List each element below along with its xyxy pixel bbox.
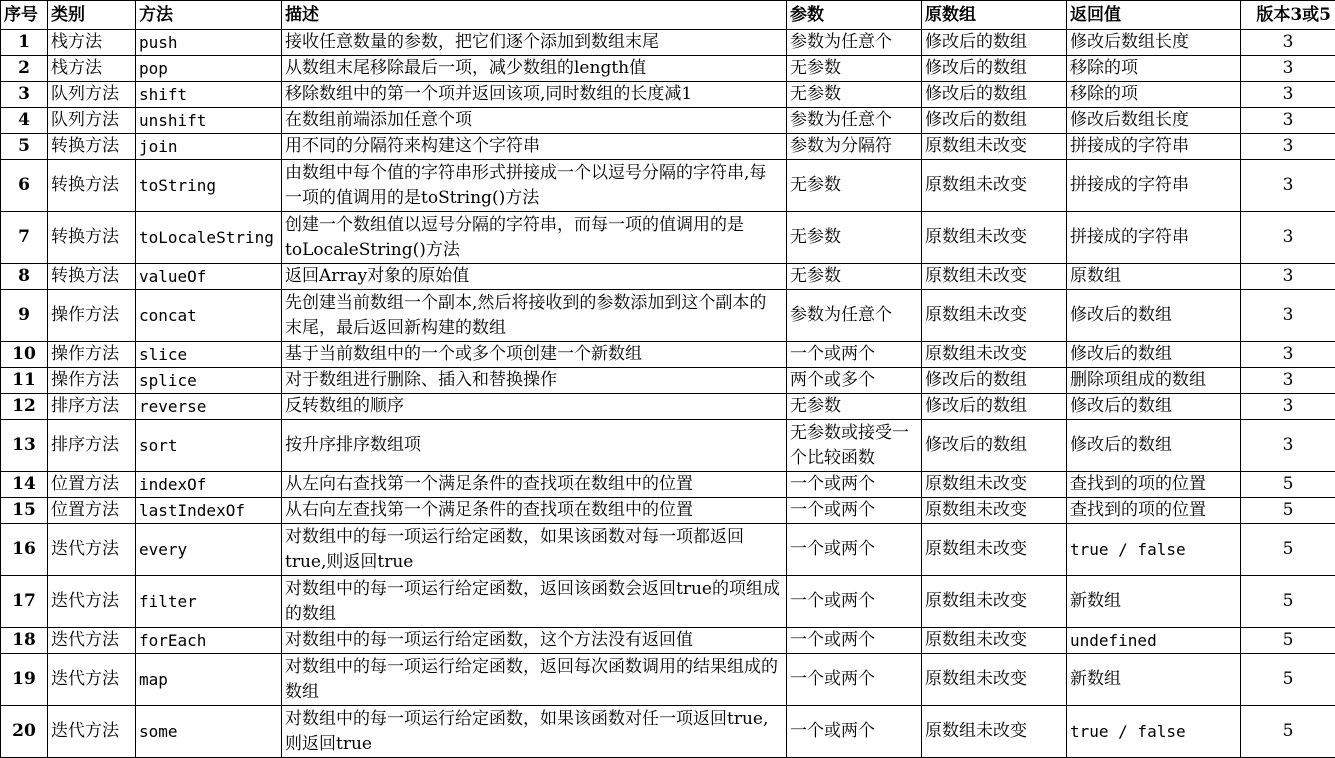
cell-category[interactable]: 位置方法 bbox=[48, 472, 136, 498]
cell-method[interactable]: reverse bbox=[136, 394, 282, 420]
table-row bbox=[1, 134, 1335, 160]
cell-category[interactable]: 转换方法 bbox=[48, 160, 136, 212]
table-row bbox=[1, 706, 1335, 758]
cell-category[interactable]: 迭代方法 bbox=[48, 576, 136, 628]
cell-category[interactable]: 转换方法 bbox=[48, 134, 136, 160]
cell-method[interactable]: push bbox=[136, 30, 282, 56]
cell-category[interactable]: 转换方法 bbox=[48, 264, 136, 290]
cell-index[interactable]: 12 bbox=[1, 394, 48, 420]
cell-original-array[interactable]: 原数组未改变 bbox=[922, 160, 1067, 212]
cell-original-array[interactable]: 修改后的数组 bbox=[922, 56, 1067, 82]
cell-description[interactable]: 对数组中的每一项运行给定函数，返回该函数会返回true的项组成的数组 bbox=[282, 576, 787, 628]
cell-return-value[interactable]: undefined bbox=[1067, 628, 1241, 654]
cell-description[interactable]: 从左向右查找第一个满足条件的查找项在数组中的位置 bbox=[282, 472, 787, 498]
cell-version[interactable]: 3 bbox=[1241, 134, 1335, 160]
cell-version[interactable]: 3 bbox=[1241, 342, 1335, 368]
cell-version[interactable]: 5 bbox=[1241, 576, 1335, 628]
header-original-array[interactable]: 原数组 bbox=[922, 1, 1067, 30]
cell-category[interactable]: 栈方法 bbox=[48, 30, 136, 56]
cell-index[interactable]: 13 bbox=[1, 420, 48, 472]
table-row bbox=[1, 654, 1335, 706]
cell-version[interactable]: 3 bbox=[1241, 290, 1335, 342]
cell-description[interactable]: 对于数组进行删除、插入和替换操作 bbox=[282, 368, 787, 394]
cell-index[interactable]: 16 bbox=[1, 524, 48, 576]
table-row bbox=[1, 498, 1335, 524]
table-row bbox=[1, 264, 1335, 290]
cell-version[interactable]: 3 bbox=[1241, 264, 1335, 290]
cell-index[interactable]: 17 bbox=[1, 576, 48, 628]
cell-description[interactable]: 先创建当前数组一个副本,然后将接收到的参数添加到这个副本的末尾，最后返回新构建的数组 bbox=[282, 290, 787, 342]
cell-version[interactable]: 3 bbox=[1241, 82, 1335, 108]
table-row bbox=[1, 524, 1335, 576]
cell-return-value[interactable]: 拼接成的字符串 bbox=[1067, 160, 1241, 212]
header-version[interactable]: 版本3或5 bbox=[1241, 1, 1335, 30]
cell-index[interactable]: 9 bbox=[1, 290, 48, 342]
cell-index[interactable]: 10 bbox=[1, 342, 48, 368]
cell-original-array[interactable]: 原数组未改变 bbox=[922, 264, 1067, 290]
header-params[interactable]: 参数 bbox=[787, 1, 922, 30]
cell-original-array[interactable]: 原数组未改变 bbox=[922, 654, 1067, 706]
cell-method[interactable]: sort bbox=[136, 420, 282, 472]
header-return-value[interactable]: 返回值 bbox=[1067, 1, 1241, 30]
header-category[interactable]: 类别 bbox=[48, 1, 136, 30]
cell-description[interactable]: 按升序排序数组项 bbox=[282, 420, 787, 472]
cell-method[interactable]: some bbox=[136, 706, 282, 758]
cell-category[interactable]: 排序方法 bbox=[48, 420, 136, 472]
cell-params[interactable]: 无参数 bbox=[787, 264, 922, 290]
cell-params[interactable]: 无参数 bbox=[787, 212, 922, 264]
cell-method[interactable]: concat bbox=[136, 290, 282, 342]
cell-version[interactable]: 5 bbox=[1241, 628, 1335, 654]
table-row bbox=[1, 394, 1335, 420]
cell-original-array[interactable]: 原数组未改变 bbox=[922, 212, 1067, 264]
cell-method[interactable]: indexOf bbox=[136, 472, 282, 498]
cell-params[interactable]: 一个或两个 bbox=[787, 576, 922, 628]
cell-version[interactable]: 5 bbox=[1241, 654, 1335, 706]
cell-method[interactable]: splice bbox=[136, 368, 282, 394]
cell-return-value[interactable]: 修改后的数组 bbox=[1067, 342, 1241, 368]
cell-method[interactable]: slice bbox=[136, 342, 282, 368]
cell-params[interactable]: 两个或多个 bbox=[787, 368, 922, 394]
cell-method[interactable]: every bbox=[136, 524, 282, 576]
cell-index[interactable]: 5 bbox=[1, 134, 48, 160]
cell-category[interactable]: 队列方法 bbox=[48, 108, 136, 134]
cell-return-value[interactable]: true / false bbox=[1067, 524, 1241, 576]
cell-params[interactable]: 一个或两个 bbox=[787, 628, 922, 654]
cell-category[interactable]: 栈方法 bbox=[48, 56, 136, 82]
cell-category[interactable]: 迭代方法 bbox=[48, 524, 136, 576]
header-description[interactable]: 描述 bbox=[282, 1, 787, 30]
cell-description[interactable]: 基于当前数组中的一个或多个项创建一个新数组 bbox=[282, 342, 787, 368]
cell-description[interactable]: 对数组中的每一项运行给定函数，返回每次函数调用的结果组成的数组 bbox=[282, 654, 787, 706]
cell-return-value[interactable]: 修改后的数组 bbox=[1067, 394, 1241, 420]
cell-return-value[interactable]: 新数组 bbox=[1067, 576, 1241, 628]
cell-original-array[interactable]: 原数组未改变 bbox=[922, 134, 1067, 160]
cell-return-value[interactable]: 修改后数组长度 bbox=[1067, 108, 1241, 134]
cell-params[interactable]: 一个或两个 bbox=[787, 654, 922, 706]
table-row bbox=[1, 290, 1335, 342]
table-row bbox=[1, 212, 1335, 264]
cell-version[interactable]: 3 bbox=[1241, 212, 1335, 264]
cell-description[interactable]: 由数组中每个值的字符串形式拼接成一个以逗号分隔的字符串,每一项的值调用的是toString()方法 bbox=[282, 160, 787, 212]
cell-method[interactable]: valueOf bbox=[136, 264, 282, 290]
cell-category[interactable]: 操作方法 bbox=[48, 368, 136, 394]
cell-original-array[interactable]: 原数组未改变 bbox=[922, 290, 1067, 342]
table-body bbox=[1, 30, 1335, 758]
cell-index[interactable]: 6 bbox=[1, 160, 48, 212]
cell-params[interactable]: 无参数 bbox=[787, 160, 922, 212]
cell-return-value[interactable]: true / false bbox=[1067, 706, 1241, 758]
cell-version[interactable]: 3 bbox=[1241, 368, 1335, 394]
cell-index[interactable]: 18 bbox=[1, 628, 48, 654]
cell-return-value[interactable]: 拼接成的字符串 bbox=[1067, 134, 1241, 160]
table-row bbox=[1, 56, 1335, 82]
cell-params[interactable]: 一个或两个 bbox=[787, 524, 922, 576]
cell-description[interactable]: 对数组中的每一项运行给定函数，如果该函数对任一项返回true,则返回true bbox=[282, 706, 787, 758]
cell-params[interactable]: 一个或两个 bbox=[787, 706, 922, 758]
cell-category[interactable]: 队列方法 bbox=[48, 82, 136, 108]
cell-category[interactable]: 操作方法 bbox=[48, 290, 136, 342]
cell-original-array[interactable]: 修改后的数组 bbox=[922, 394, 1067, 420]
cell-description[interactable]: 反转数组的顺序 bbox=[282, 394, 787, 420]
cell-description[interactable]: 移除数组中的第一个项并返回该项,同时数组的长度减1 bbox=[282, 82, 787, 108]
cell-index[interactable]: 19 bbox=[1, 654, 48, 706]
cell-original-array[interactable]: 修改后的数组 bbox=[922, 420, 1067, 472]
cell-index[interactable]: 15 bbox=[1, 498, 48, 524]
cell-version[interactable]: 3 bbox=[1241, 394, 1335, 420]
cell-original-array[interactable]: 原数组未改变 bbox=[922, 706, 1067, 758]
cell-version[interactable]: 5 bbox=[1241, 524, 1335, 576]
cell-return-value[interactable]: 移除的项 bbox=[1067, 82, 1241, 108]
cell-version[interactable]: 3 bbox=[1241, 56, 1335, 82]
table-row bbox=[1, 108, 1335, 134]
table-row bbox=[1, 368, 1335, 394]
header-method[interactable]: 方法 bbox=[136, 1, 282, 30]
cell-method[interactable]: toLocaleString bbox=[136, 212, 282, 264]
cell-params[interactable]: 参数为任意个 bbox=[787, 108, 922, 134]
cell-method[interactable]: filter bbox=[136, 576, 282, 628]
cell-version[interactable]: 3 bbox=[1241, 420, 1335, 472]
cell-params[interactable]: 无参数 bbox=[787, 394, 922, 420]
cell-description[interactable]: 在数组前端添加任意个项 bbox=[282, 108, 787, 134]
cell-category[interactable]: 迭代方法 bbox=[48, 706, 136, 758]
cell-original-array[interactable]: 修改后的数组 bbox=[922, 108, 1067, 134]
cell-category[interactable]: 转换方法 bbox=[48, 212, 136, 264]
cell-method[interactable]: map bbox=[136, 654, 282, 706]
table-row bbox=[1, 472, 1335, 498]
table-row bbox=[1, 576, 1335, 628]
cell-description[interactable]: 对数组中的每一项运行给定函数，这个方法没有返回值 bbox=[282, 628, 787, 654]
cell-return-value[interactable]: 修改后的数组 bbox=[1067, 290, 1241, 342]
header-row bbox=[1, 1, 1335, 30]
cell-params[interactable]: 参数为分隔符 bbox=[787, 134, 922, 160]
cell-params[interactable]: 一个或两个 bbox=[787, 498, 922, 524]
cell-category[interactable]: 位置方法 bbox=[48, 498, 136, 524]
cell-description[interactable]: 接收任意数量的参数，把它们逐个添加到数组末尾 bbox=[282, 30, 787, 56]
table-row bbox=[1, 342, 1335, 368]
table-row bbox=[1, 160, 1335, 212]
header-index[interactable]: 序号 bbox=[1, 1, 48, 30]
cell-original-array[interactable]: 原数组未改变 bbox=[922, 524, 1067, 576]
cell-params[interactable]: 参数为任意个 bbox=[787, 30, 922, 56]
cell-original-array[interactable]: 原数组未改变 bbox=[922, 628, 1067, 654]
cell-version[interactable]: 5 bbox=[1241, 706, 1335, 758]
cell-description[interactable]: 对数组中的每一项运行给定函数，如果该函数对每一项都返回true,则返回true bbox=[282, 524, 787, 576]
cell-original-array[interactable]: 修改后的数组 bbox=[922, 82, 1067, 108]
cell-category[interactable]: 迭代方法 bbox=[48, 654, 136, 706]
cell-method[interactable]: forEach bbox=[136, 628, 282, 654]
cell-index[interactable]: 2 bbox=[1, 56, 48, 82]
cell-category[interactable]: 排序方法 bbox=[48, 394, 136, 420]
cell-return-value[interactable]: 查找到的项的位置 bbox=[1067, 472, 1241, 498]
table-row bbox=[1, 420, 1335, 472]
table-row bbox=[1, 30, 1335, 56]
cell-params[interactable]: 一个或两个 bbox=[787, 342, 922, 368]
cell-original-array[interactable]: 修改后的数组 bbox=[922, 368, 1067, 394]
cell-version[interactable]: 3 bbox=[1241, 30, 1335, 56]
cell-original-array[interactable]: 原数组未改变 bbox=[922, 498, 1067, 524]
cell-original-array[interactable]: 原数组未改变 bbox=[922, 472, 1067, 498]
cell-method[interactable]: lastIndexOf bbox=[136, 498, 282, 524]
cell-index[interactable]: 8 bbox=[1, 264, 48, 290]
cell-description[interactable]: 用不同的分隔符来构建这个字符串 bbox=[282, 134, 787, 160]
cell-return-value[interactable]: 移除的项 bbox=[1067, 56, 1241, 82]
cell-return-value[interactable]: 拼接成的字符串 bbox=[1067, 212, 1241, 264]
cell-description[interactable]: 返回Array对象的原始值 bbox=[282, 264, 787, 290]
cell-method[interactable]: unshift bbox=[136, 108, 282, 134]
cell-version[interactable]: 3 bbox=[1241, 108, 1335, 134]
cell-method[interactable]: pop bbox=[136, 56, 282, 82]
cell-original-array[interactable]: 原数组未改变 bbox=[922, 576, 1067, 628]
cell-index[interactable]: 4 bbox=[1, 108, 48, 134]
cell-description[interactable]: 创建一个数组值以逗号分隔的字符串，而每一项的值调用的是toLocaleString()方法 bbox=[282, 212, 787, 264]
cell-method[interactable]: toString bbox=[136, 160, 282, 212]
cell-index[interactable]: 3 bbox=[1, 82, 48, 108]
cell-index[interactable]: 11 bbox=[1, 368, 48, 394]
cell-method[interactable]: join bbox=[136, 134, 282, 160]
cell-version[interactable]: 3 bbox=[1241, 160, 1335, 212]
cell-version[interactable]: 5 bbox=[1241, 472, 1335, 498]
cell-params[interactable]: 无参数 bbox=[787, 82, 922, 108]
cell-params[interactable]: 一个或两个 bbox=[787, 472, 922, 498]
cell-index[interactable]: 20 bbox=[1, 706, 48, 758]
cell-index[interactable]: 7 bbox=[1, 212, 48, 264]
cell-return-value[interactable]: 原数组 bbox=[1067, 264, 1241, 290]
cell-params[interactable]: 参数为任意个 bbox=[787, 290, 922, 342]
cell-return-value[interactable]: 删除项组成的数组 bbox=[1067, 368, 1241, 394]
cell-category[interactable]: 操作方法 bbox=[48, 342, 136, 368]
cell-return-value[interactable]: 修改后数组长度 bbox=[1067, 30, 1241, 56]
cell-method[interactable]: shift bbox=[136, 82, 282, 108]
cell-original-array[interactable]: 修改后的数组 bbox=[922, 30, 1067, 56]
cell-return-value[interactable]: 新数组 bbox=[1067, 654, 1241, 706]
cell-description[interactable]: 从数组末尾移除最后一项，减少数组的length值 bbox=[282, 56, 787, 82]
cell-params[interactable]: 无参数 bbox=[787, 56, 922, 82]
cell-return-value[interactable]: 修改后的数组 bbox=[1067, 420, 1241, 472]
cell-description[interactable]: 从右向左查找第一个满足条件的查找项在数组中的位置 bbox=[282, 498, 787, 524]
cell-params[interactable]: 无参数或接受一个比较函数 bbox=[787, 420, 922, 472]
cell-version[interactable]: 5 bbox=[1241, 498, 1335, 524]
cell-index[interactable]: 14 bbox=[1, 472, 48, 498]
cell-category[interactable]: 迭代方法 bbox=[48, 628, 136, 654]
cell-index[interactable]: 1 bbox=[1, 30, 48, 56]
cell-original-array[interactable]: 原数组未改变 bbox=[922, 342, 1067, 368]
cell-return-value[interactable]: 查找到的项的位置 bbox=[1067, 498, 1241, 524]
table-row bbox=[1, 628, 1335, 654]
table-row bbox=[1, 82, 1335, 108]
